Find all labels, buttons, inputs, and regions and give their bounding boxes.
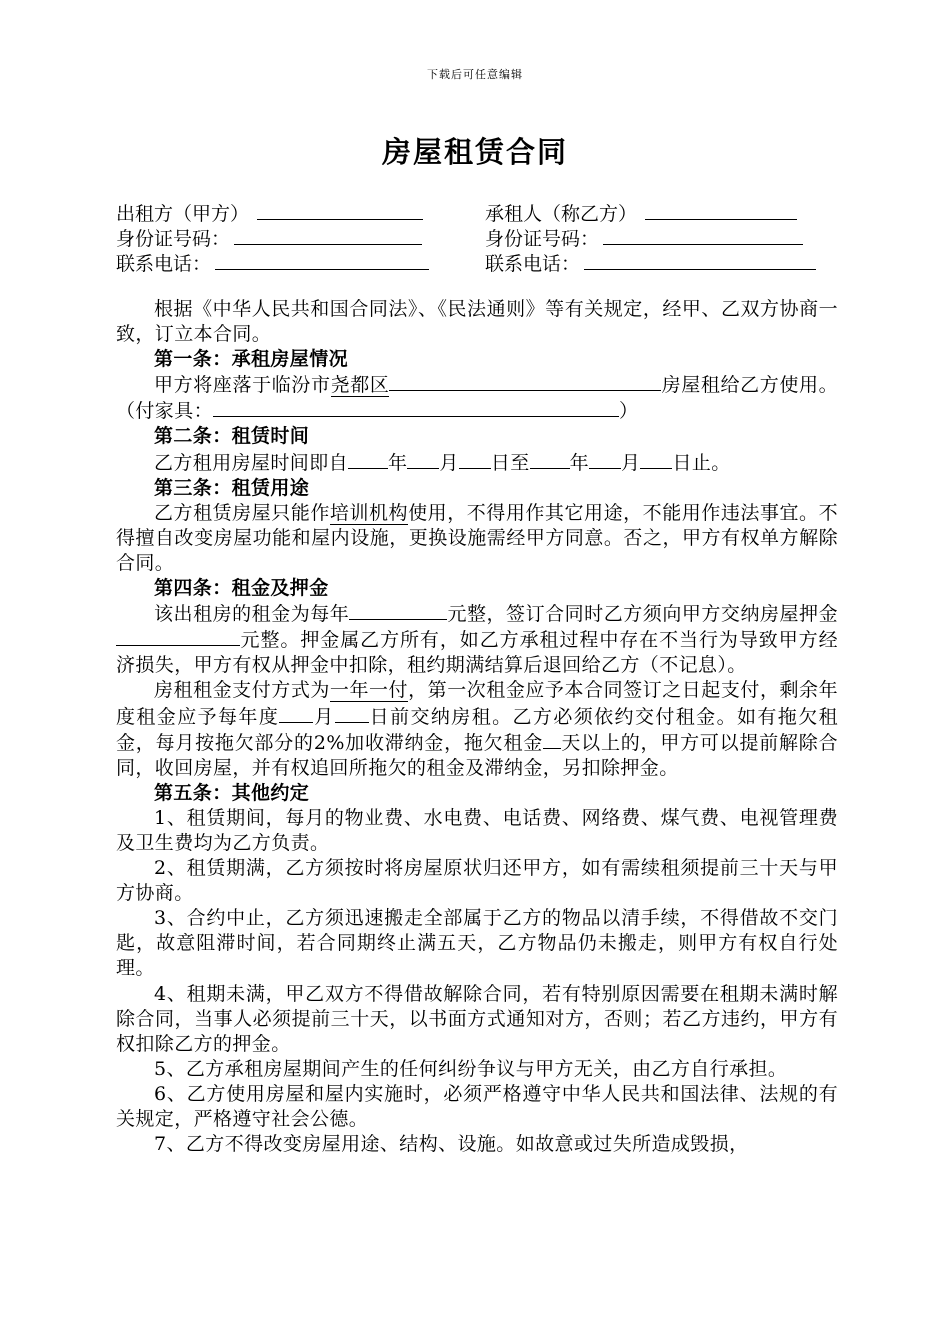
- payment-text-2: ，第一次租金应予本合同签订之日起支付，剩余年度租金应予每年度: [116, 679, 838, 728]
- other-terms-item: 5、乙方承租房屋期间产生的任何纠纷争议与甲方无关，由乙方自行承担。: [154, 1057, 788, 1080]
- article-1-text: 甲方将座落于临汾市: [154, 374, 331, 397]
- other-terms-item: 3、合约中止，乙方须迅速搬走全部属于乙方的物品以清手续，不得借故不交门匙，故意阻滞时间，若合同期终止满五天，乙方物品仍未搬走，则甲方有权自行处理。: [116, 907, 838, 980]
- other-terms-item: 1、租赁期间，每月的物业费、水电费、电话费、网络费、煤气费、电视管理费及卫生费均为乙方负责。: [116, 806, 838, 854]
- contract-body: [116, 297, 838, 1157]
- month-label: 月: [313, 705, 335, 728]
- article-3-text-2: 使用，不得用作其它用途，不能用作违法事宜。不得擅自改变房屋功能和屋内设施，更换设施需经甲方同意。否之，甲方有权单方解除合同。: [116, 501, 838, 574]
- day-to-label: 日至: [490, 451, 530, 474]
- payment-text: 房租租金支付方式为: [154, 679, 330, 702]
- lessee-phone-label: 联系电话：: [485, 253, 581, 275]
- deposit-terms-text: 元整。押金属乙方所有，如乙方承租过程中存在不当行为导致甲方经济损失，甲方有权从押金中扣除，租约期满结算后退回给乙方（不记息）。: [116, 629, 838, 677]
- end-year-blank[interactable]: [530, 450, 570, 469]
- lessee-id-row: [485, 225, 803, 252]
- article-1-paragraph: [116, 372, 838, 424]
- article-5-heading: 第五条：其他约定: [154, 781, 310, 804]
- late-fee-text: 日前交纳房租。乙方必须依约交付租金。如有拖欠租金，每月按拖欠部分的2%加收滞纳金，拖欠租金: [116, 705, 839, 754]
- address-blank[interactable]: [389, 372, 661, 391]
- article-4-paragraph-2: [116, 678, 838, 780]
- article-3-heading: 第三条：租赁用途: [154, 476, 310, 499]
- day-end-label: 日止。: [672, 451, 731, 474]
- lessee-label: 承租人（称乙方）: [485, 203, 638, 225]
- article-4-heading: 第四条：租金及押金: [154, 577, 329, 600]
- lessee-name-blank[interactable]: [645, 200, 797, 220]
- other-terms-item: 6、乙方使用房屋和屋内实施时，必须严格遵守中华人民共和国法律、法规的有关规定，严格遵守社会公德。: [116, 1082, 838, 1130]
- lessor-id-blank[interactable]: [234, 225, 422, 245]
- year-label: 年: [569, 451, 590, 474]
- start-month-blank[interactable]: [407, 450, 439, 469]
- payment-day-blank[interactable]: [335, 704, 369, 723]
- district-value: 尧都区: [330, 374, 390, 397]
- article-2-heading: 第二条：租赁时间: [154, 425, 310, 448]
- year-label: 年: [388, 451, 408, 474]
- lessor-row: [116, 200, 423, 227]
- end-day-blank[interactable]: [640, 450, 672, 469]
- lessor-id-label: 身份证号码：: [116, 228, 231, 250]
- other-terms-item: 7、乙方不得改变房屋用途、结构、设施。如故意或过失所造成毁损，: [154, 1133, 749, 1156]
- rent-text: 该出租房的租金为每年: [154, 603, 350, 626]
- article-1-text-3: ）: [619, 400, 639, 423]
- other-terms-item: 4、租期未满，甲乙双方不得借故解除合同，若有特别原因需要在租期未满时解除合同，当事人必须提前三十天，以书面方式通知对方，否则；若乙方违约，甲方有权扣除乙方的押金。: [116, 982, 838, 1055]
- lessor-phone-blank[interactable]: [215, 250, 429, 270]
- end-month-blank[interactable]: [589, 450, 621, 469]
- article-3-text: 乙方租赁房屋只能作: [154, 501, 330, 524]
- deposit-blank[interactable]: [116, 627, 240, 646]
- deposit-text: 元整，签订合同时乙方须向甲方交纳房屋押金: [447, 603, 838, 626]
- article-1-heading: 第一条：承租房屋情况: [154, 348, 349, 371]
- purpose-value: 培训机构: [329, 501, 409, 524]
- lessor-name-blank[interactable]: [257, 200, 423, 220]
- termination-text: 天以上的，甲方可以提前解除合同，收回房屋，并有权追回所拖欠的租金及滞纳金，另扣除押金。: [116, 731, 838, 779]
- furniture-blank[interactable]: [213, 398, 619, 417]
- start-year-blank[interactable]: [348, 450, 388, 469]
- payment-method-value: 一年一付: [329, 679, 409, 702]
- article-1-text-2: 房屋租给乙方使用。（付家具：: [116, 374, 839, 423]
- lessee-phone-row: [485, 250, 816, 277]
- lessor-phone-label: 联系电话：: [116, 253, 212, 275]
- lessee-id-label: 身份证号码：: [485, 228, 600, 250]
- lessor-id-row: [116, 225, 422, 252]
- article-2-paragraph: [116, 450, 838, 476]
- lessor-label: 出租方（甲方）: [116, 203, 250, 225]
- lessee-phone-blank[interactable]: [584, 250, 816, 270]
- annual-rent-blank[interactable]: [349, 601, 447, 620]
- article-4-paragraph-1: [116, 601, 838, 678]
- lessee-row: [485, 200, 797, 227]
- month-label: 月: [439, 451, 459, 474]
- overdue-days-blank[interactable]: [543, 730, 561, 749]
- lessee-id-blank[interactable]: [603, 225, 803, 245]
- intro-paragraph: 根据《中华人民共和国合同法》、《民法通则》等有关规定，经甲、乙双方协商一致，订立本合同。: [116, 298, 838, 346]
- month-label: 月: [621, 451, 641, 474]
- header-note: 下载后可任意编辑: [427, 68, 523, 81]
- lessor-phone-row: [116, 250, 429, 277]
- start-day-blank[interactable]: [459, 450, 491, 469]
- page-title: 房屋租赁合同: [381, 135, 568, 169]
- other-terms-item: 2、租赁期满，乙方须按时将房屋原状归还甲方，如有需续租须提前三十天与甲方协商。: [116, 857, 838, 905]
- payment-month-blank[interactable]: [279, 704, 313, 723]
- article-3-paragraph: [116, 501, 838, 576]
- article-2-text: 乙方租用房屋时间即自: [154, 451, 349, 474]
